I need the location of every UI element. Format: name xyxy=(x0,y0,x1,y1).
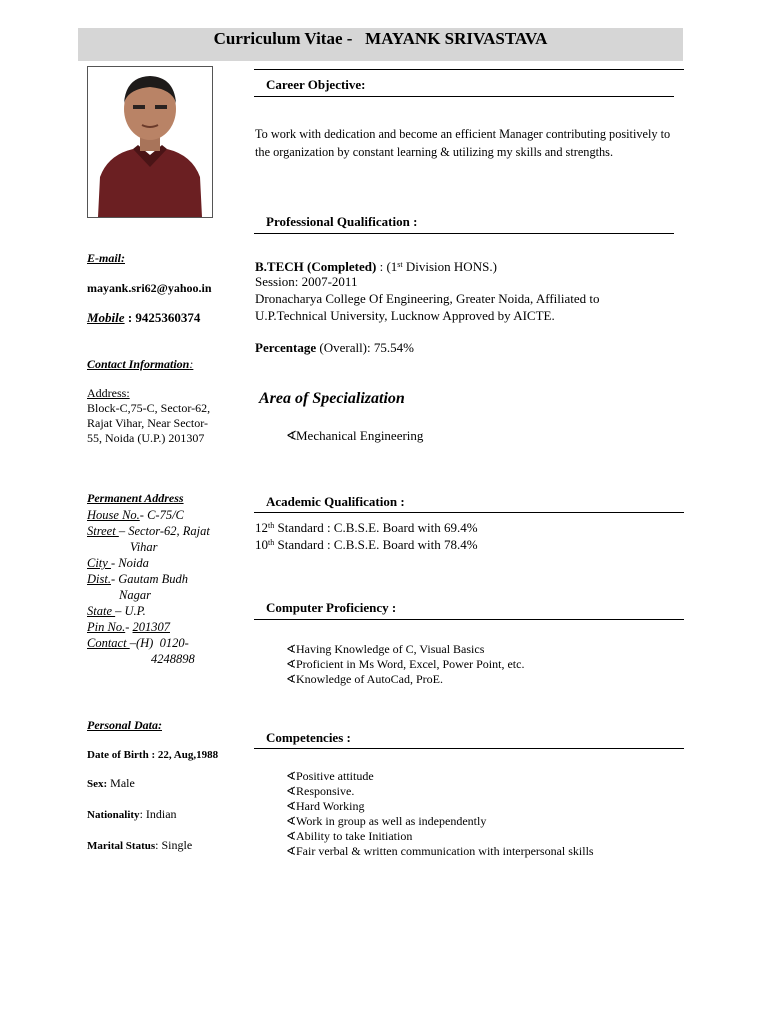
dist-line-2: Nagar xyxy=(119,588,151,602)
bullet-icon: ∢ xyxy=(286,829,297,843)
academic-qualification-heading: Academic Qualification : xyxy=(266,494,405,509)
permanent-address-text: Permanent Address xyxy=(87,491,184,505)
dob-line: Date of Birth : 22, Aug,1988 xyxy=(87,749,219,761)
competencies-rule xyxy=(254,748,684,749)
contact-info-label xyxy=(87,357,193,372)
marital-status-line xyxy=(87,838,192,853)
bullet-icon: ∢ xyxy=(286,799,297,813)
bullet-icon: ∢ xyxy=(286,769,297,783)
pin-label: Pin No. xyxy=(87,620,126,634)
bullet-icon: ∢ xyxy=(286,814,297,828)
btech-division: Division HONS.) xyxy=(402,259,497,274)
address-line-1: Block-C,75-C, Sector-62, xyxy=(87,401,211,415)
list-item-text: Responsive. xyxy=(296,784,355,798)
person-photo-icon xyxy=(88,67,212,217)
std10-sup: th xyxy=(268,538,275,547)
standard-12-line xyxy=(255,519,478,536)
sex-label: Sex: xyxy=(87,778,108,790)
list-item-text: Ability to take Initiation xyxy=(296,829,413,843)
session-line: Session: 2007-2011 xyxy=(255,274,358,289)
sex-line xyxy=(87,776,135,791)
contact-label: Contact xyxy=(87,636,130,650)
percentage-line xyxy=(255,339,414,356)
std12-sup: th xyxy=(268,521,275,530)
bullet-icon: ∢ xyxy=(286,657,297,671)
career-bottom-rule xyxy=(254,96,674,97)
bullet-icon: ∢ xyxy=(286,784,297,798)
bullet-icon: ∢ xyxy=(286,672,297,686)
address-line-2: Rajat Vihar, Near Sector- xyxy=(87,416,208,430)
std12-text: Standard : C.B.S.E. Board with 69.4% xyxy=(274,520,478,535)
list-item-text: Having Knowledge of C, Visual Basics xyxy=(296,642,485,656)
sex-value: Male xyxy=(107,776,135,790)
btech-sup: st xyxy=(397,260,403,269)
city-line xyxy=(87,555,247,571)
page-title: Curriculum Vitae - MAYANK SRIVASTAVA xyxy=(213,29,548,48)
computer-proficiency-heading: Computer Proficiency : xyxy=(266,600,397,615)
address-block xyxy=(87,386,210,446)
list-item xyxy=(286,672,524,687)
list-item xyxy=(286,784,594,799)
mobile-line xyxy=(87,310,200,326)
contact-line-2: 4248898 xyxy=(151,652,195,666)
computer-rule xyxy=(254,619,684,620)
percentage-label: Percentage xyxy=(255,340,317,355)
pin-value: 201307 xyxy=(132,620,170,634)
house-line xyxy=(87,507,247,523)
specialization-heading: Area of Specialization xyxy=(259,390,405,407)
marital-label: Marital Status xyxy=(87,840,156,852)
btech-label: B.TECH (Completed) xyxy=(255,259,377,274)
std10-text: Standard : C.B.S.E. Board with 78.4% xyxy=(274,537,478,552)
specialization-text: Mechanical Engineering xyxy=(296,428,424,443)
street-value: – Sector-62, Rajat xyxy=(118,524,210,538)
email-label: E-mail: xyxy=(87,251,125,265)
city-value: - Noida xyxy=(110,556,149,570)
list-item xyxy=(286,844,594,859)
state-label: State xyxy=(87,604,116,618)
std10-num: 10 xyxy=(255,537,268,552)
dist-line xyxy=(87,571,247,587)
list-item xyxy=(286,829,594,844)
bullet-icon: ∢ xyxy=(286,642,297,656)
address-label: Address: xyxy=(87,386,130,400)
street-line-2: Vihar xyxy=(130,540,158,554)
house-value: - C-75/C xyxy=(139,508,184,522)
specialization-item xyxy=(286,428,423,443)
btech-rest: : (1 xyxy=(376,259,398,274)
professional-qualification-heading: Professional Qualification : xyxy=(266,214,418,229)
page-title-bar xyxy=(78,28,683,61)
list-item-text: Work in group as well as independently xyxy=(296,814,487,828)
list-item xyxy=(286,769,594,784)
list-item-text: Hard Working xyxy=(296,799,365,813)
pin-dash: - xyxy=(125,620,133,634)
state-value: – U.P. xyxy=(115,604,146,618)
professional-rule xyxy=(254,233,674,234)
personal-data-label: Personal Data: xyxy=(87,718,162,732)
standard-10-line xyxy=(255,536,478,553)
nationality-label: Nationality xyxy=(87,809,140,821)
street-label: Street xyxy=(87,524,119,538)
contact-info-colon: : xyxy=(189,357,194,371)
pin-line xyxy=(87,619,247,635)
profile-photo xyxy=(87,66,213,218)
city-label: City xyxy=(87,556,111,570)
marital-value: : Single xyxy=(155,838,193,852)
email-value: mayank.sri62@yahoo.in xyxy=(87,281,212,295)
college-line: Dronacharya College Of Engineering, Greater Noida, Affiliated to xyxy=(255,291,600,306)
permanent-address-label xyxy=(87,491,184,506)
list-item-text: Proficient in Ms Word, Excel, Power Point, etc. xyxy=(296,657,525,671)
nationality-line xyxy=(87,807,177,822)
bullet-icon: ∢ xyxy=(286,844,297,858)
mobile-label: Mobile xyxy=(87,310,125,325)
nationality-value: : Indian xyxy=(139,807,177,821)
list-item xyxy=(286,799,594,814)
list-item xyxy=(286,642,524,657)
mobile-value: : 9425360374 xyxy=(124,310,201,325)
career-objective-heading: Career Objective: xyxy=(266,77,366,92)
dist-value: - Gautam Budh xyxy=(110,572,189,586)
percentage-value: (Overall): 75.54% xyxy=(316,340,414,355)
permanent-address-block xyxy=(87,507,247,667)
college-line-2: U.P.Technical University, Lucknow Approved by AICTE. xyxy=(255,308,555,323)
list-item-text: Positive attitude xyxy=(296,769,374,783)
state-line xyxy=(87,603,247,619)
competencies-list xyxy=(286,769,594,859)
contact-value: –(H) 0120- xyxy=(129,636,189,650)
academic-rule xyxy=(254,512,684,513)
contact-info-text: Contact Information xyxy=(87,357,190,371)
address-line-3: 55, Noida (U.P.) 201307 xyxy=(87,431,205,445)
list-item xyxy=(286,657,524,672)
bullet-icon: ∢ xyxy=(286,428,297,443)
list-item-text: Knowledge of AutoCad, ProE. xyxy=(296,672,443,686)
dist-label: Dist. xyxy=(87,572,111,586)
career-top-rule xyxy=(254,69,684,70)
street-line xyxy=(87,523,247,539)
computer-list xyxy=(286,642,524,687)
list-item xyxy=(286,814,594,829)
contact-line xyxy=(87,635,247,651)
house-label: House No. xyxy=(87,508,140,522)
std12-num: 12 xyxy=(255,520,268,535)
career-objective-text: To work with dedication and become an efficient Manager contributing positively to the organization by constant learning & utilizing my skills and strengths. xyxy=(255,127,671,159)
list-item-text: Fair verbal & written communication with interpersonal skills xyxy=(296,844,594,858)
competencies-heading: Competencies : xyxy=(266,730,351,745)
